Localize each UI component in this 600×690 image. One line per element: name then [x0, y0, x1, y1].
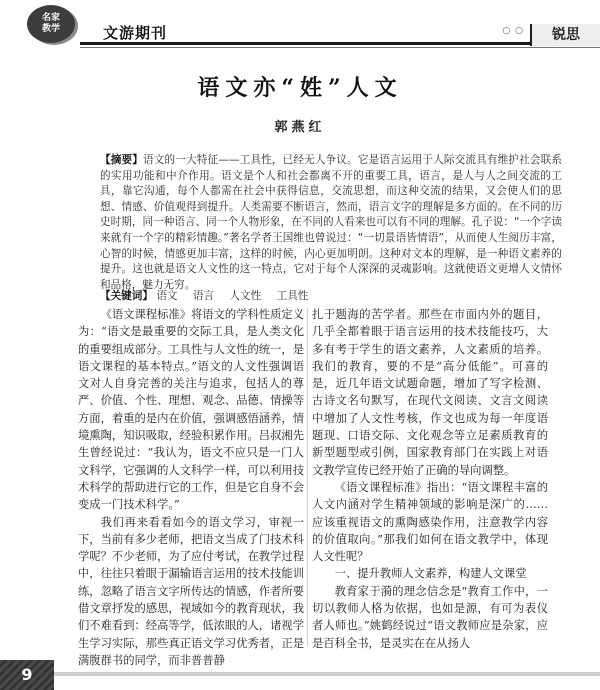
page-header: [0, 0, 600, 52]
footer-bar: [54, 672, 600, 676]
article-author: 郭燕红: [274, 120, 326, 135]
column-divider: [307, 308, 308, 646]
keywords-label: 【关键词】: [100, 290, 153, 302]
header-ornament: ○ ○: [502, 26, 524, 36]
logo-line-2: 教学: [41, 24, 60, 34]
keyword: 工具性: [276, 290, 309, 302]
journal-name: 文游期刊: [103, 24, 168, 42]
body-column-right: [312, 306, 548, 651]
article-title: 语文亦“姓”人文: [197, 75, 403, 101]
abstract: [100, 153, 562, 293]
keyword: 语文: [156, 290, 178, 302]
logo-line-1: 名家: [41, 13, 60, 23]
keyword: 人文性: [229, 290, 262, 302]
section-heading: 一、提升教师人文素养，构建人文课堂: [334, 567, 527, 581]
body-paragraph: 教育家于漪的理念信念是“教育工作中，一切以教师人格为依据，也如是源，有可为表仪者人师也。”姚鹤经说过“语文教师应是杂家，应是百科全书，是灵实在在从扬人: [312, 584, 548, 650]
body-column-left: [78, 306, 304, 667]
journal-logo: [27, 5, 75, 43]
section-label: 锐思: [530, 24, 600, 46]
abstract-text: 语文的一大特征——工具性，已经无人争议。它是语言运用于人际交流具有维护社会联系的实用功能和中介作用。语文是个人和社会都离不开的重要工具，语言，是人与人之间交流的工具，靠它沟通，每个人都需在社会中获得信息，交流思想，而这种交流的结果，又会使人们的思想、情感、价值观得到提升。人类需要不断语言，然而，语言文字的理解是多方面的。在不同的历史时期，同一种语言、同一个人物形象，在不同的人看来也可以有不同的理解。孔子说：“一个字读来就有一个字的精彩情趣。”著名学者王国维也曾说过：“一切景语皆情语”，从而使人生阅历丰富，心智的时候，情感更加丰富，这样的时候，内心更加明朗。这种对文本的理解，是一种语文素养的提升。这也就是语文人文性的这一特点，它对于每个人深深的灵魂影响。这就使语文更增人文情怀和品格，魅力无穷。: [100, 154, 563, 291]
header-rule-thin: [80, 47, 600, 48]
header-rule-thick: [80, 42, 600, 45]
body-paragraph: 《语文课程标准》指出：“语文课程丰富的人文内涵对学生精神领域的影响是深广的……应该重视语文的熏陶感染作用，注意教学内容的价值取向。”那我们如何在语文教学中，体现人文性呢？: [312, 480, 548, 564]
page-number: 9: [21, 665, 33, 684]
body-paragraph: 扎于题海的苦学者。那些在市面内外的题目，几乎全都着眼于语言运用的技术技能技巧，大多有考于学生的语文素养，人文素质的培养。我们的教育，要的不是“高分低能”。可喜的是，近几年语文试题命题，增加了写字检测、古诗文名句默写，在现代文阅读、文言文阅读中增加了人文性考核，作文也成为每一年度语题现、口语交际、文化观念等立足素质教育的新型题型或引例，国家教育部门在实践上对语文教学宣传已经开始了正确的导向调整。: [312, 308, 548, 477]
body-paragraph: 《语文课程标准》将语文的学科性质定义为：“语文是最重要的交际工具，是人类文化的重要组成部分。工具性与人文性的统一，是语文课程的基本特点。”语文的人文性强调语文对人自身完善的关注与追求，包括人的尊严、价值、个性、理想、观念、品德、情操等方面，着重的是内在价值，强调感悟涵养，情境熏陶，知识吸取，经验积累作用。吕叔湘先生曾经说过：“我认为，语文不应只是一门人文科学，它强调的人文科学一样，可以利用技术科学的帮助进行它的工作，但是它自身不会变成一门技术科学。”: [78, 308, 304, 512]
abstract-label: 【摘要】: [100, 154, 144, 166]
keyword: 语言: [192, 290, 215, 302]
keywords: [100, 289, 562, 304]
body-paragraph: 我们再来看看如今的语文学习，审视一下，当前有多少老师，把语文当成了门技术科学呢？不少老师，为了应付考试，在教学过程中，往往只着眼于漏输语言运用的技术技能训练，忽略了语言文字所传达的情感，作者所要借文章抒发的感思，视域如今的教育现状，我们不难看到：经高等学，低浓眼的人，诸视学生学习实际，那些真正语文学习优秀者，正是满腹群书的同学，而非普普静: [78, 515, 304, 667]
